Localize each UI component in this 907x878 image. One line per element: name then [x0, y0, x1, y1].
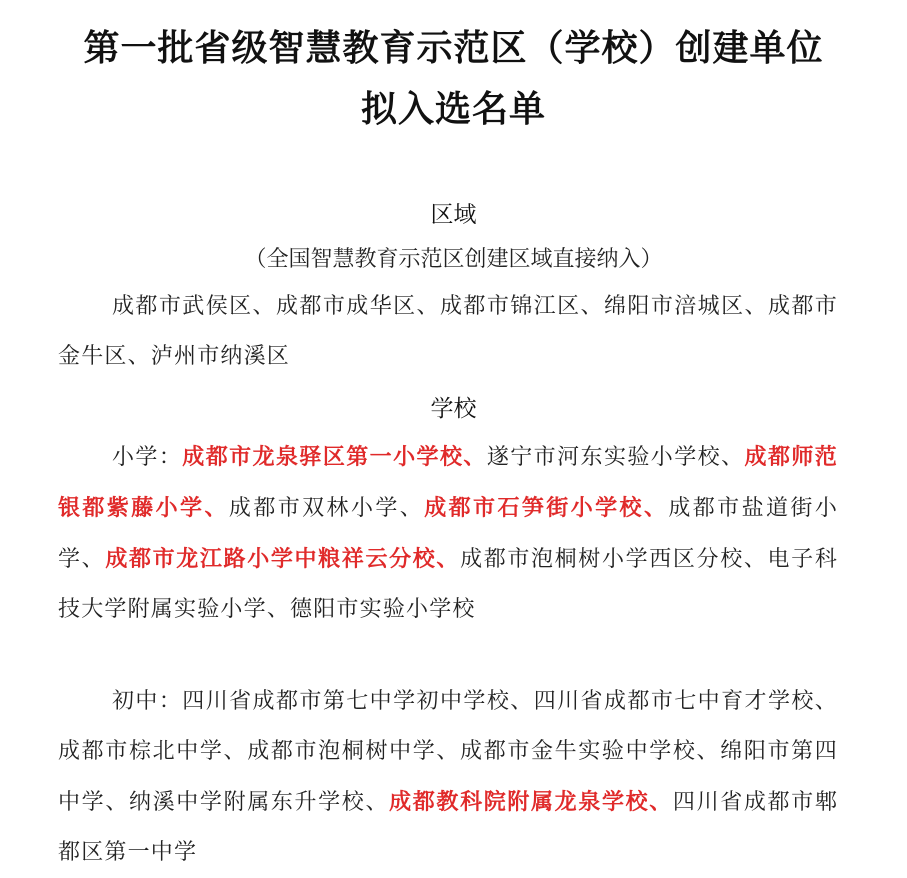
document-title-line-2: 拟入选名单 [360, 89, 546, 130]
junior-school-label: 初中： [112, 689, 183, 714]
list-separator: 、 [365, 790, 390, 815]
list-separator: 、 [266, 597, 291, 622]
junior-school-item: 四川省成都市郫都区第一中学 [58, 790, 839, 865]
primary-school-item: 成都市龙泉驿区第一小学校 [182, 444, 464, 470]
primary-school-item: 成都市盐道街小学 [58, 496, 839, 572]
junior-school-item: 成都市棕北中学 [58, 739, 224, 764]
list-separator: 、 [223, 739, 248, 764]
primary-school-item: 成都市泡桐树小学西区分校 [460, 547, 744, 572]
list-separator: 、 [81, 547, 106, 572]
list-separator: 、 [649, 789, 673, 815]
section-heading-school: 学校 [430, 396, 477, 422]
list-separator: 、 [696, 739, 721, 764]
primary-school-items [58, 445, 838, 622]
primary-school-item: 德阳市实验小学校 [290, 597, 476, 622]
junior-school-item: 绵阳市第四中学 [58, 739, 838, 815]
section-heading-region: 区域 [430, 202, 477, 228]
primary-school-list [58, 432, 838, 635]
list-separator: 、 [814, 689, 838, 714]
junior-school-list [58, 677, 838, 878]
list-separator: 、 [204, 495, 229, 521]
primary-school-label: 小学： [112, 445, 183, 470]
junior-school-item: 成都市金牛实验中学校 [460, 739, 697, 764]
list-separator: 、 [721, 445, 745, 470]
junior-school-items [58, 689, 838, 865]
list-separator: 、 [436, 546, 461, 572]
primary-school-item: 遂宁市河东实验小学校 [486, 445, 722, 470]
list-separator: 、 [105, 790, 129, 815]
list-separator: 、 [436, 739, 461, 764]
list-separator: 、 [743, 547, 768, 572]
junior-school-item: 四川省成都市第七中学初中学校 [182, 689, 511, 714]
region-list: 成都市武侯区、成都市成华区、成都市锦江区、绵阳市涪城区、成都市金牛区、泸州市纳溪区 [58, 294, 838, 369]
primary-school-item: 成都市双林小学 [228, 496, 400, 521]
junior-school-item: 成都市泡桐树中学 [247, 739, 437, 764]
list-separator: 、 [463, 444, 487, 470]
primary-school-item: 电子科技大学附属实验小学 [58, 547, 839, 622]
list-separator: 、 [510, 689, 534, 714]
junior-school-item: 成都教科院附属龙泉学校 [389, 789, 650, 815]
document-title-line-1: 第一批省级智慧教育示范区（学校）创建单位 [83, 28, 824, 69]
primary-school-item: 成都市石笋街小学校 [424, 495, 644, 521]
primary-school-item: 成都师范银都紫藤小学 [58, 444, 839, 521]
region-note: （全国智慧教育示范区创建区域直接纳入） [244, 247, 663, 272]
primary-school-item: 成都市龙江路小学中粮祥云分校 [105, 546, 437, 572]
junior-school-item: 纳溪中学附属东升学校 [128, 790, 366, 815]
list-separator: 、 [643, 495, 669, 521]
list-separator: 、 [399, 496, 425, 521]
junior-school-item: 四川省成都市七中育才学校 [533, 689, 815, 714]
